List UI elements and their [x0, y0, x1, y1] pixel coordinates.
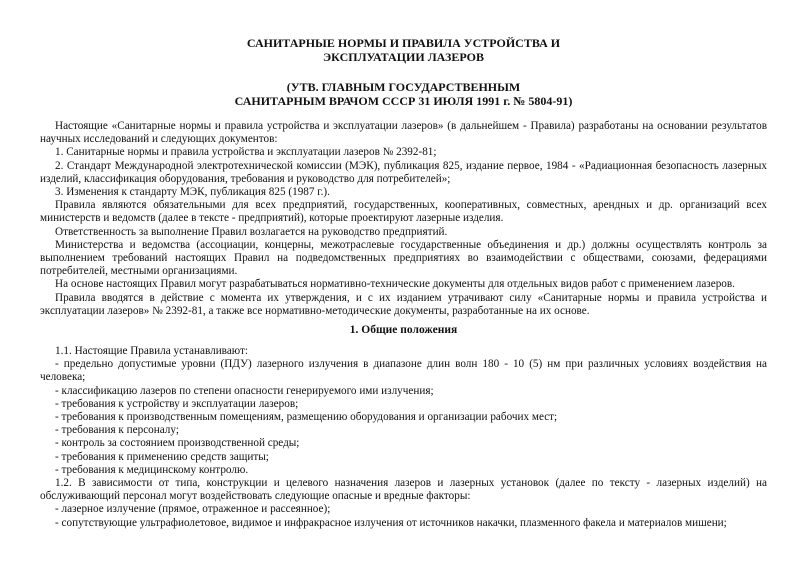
- intro-paragraph: 3. Изменения к стандарту МЭК, публикация 825 (1987 г.).: [55, 186, 330, 199]
- list-item: - требования к производственным помещениям, размещению оборудования и организации рабочих мест;: [55, 411, 558, 424]
- list-item: - контроль за состоянием производственной среды;: [55, 437, 300, 450]
- intro-paragraph: Настоящие «Санитарные нормы и правила устройства и эксплуатации лазеров» (в дальнейшем - Правила) разработаны на основании результатов научных исследований и следующих документов:: [40, 120, 767, 146]
- intro-paragraph: Правила являются обязательными для всех предприятий, государственных, кооперативных, совместных, арендных и др. организаций всех министерств и ведомств (далее в тексте - предприятий), которые проектируют лазерные изделия.: [40, 199, 767, 225]
- section-paragraph: 1.1. Настоящие Правила устанавливают:: [55, 345, 248, 358]
- intro-paragraph: Министерства и ведомства (ассоциации, концерны, межотраслевые государственные объединения и др.) должны осуществлять контроль за выполнением требований настоящих Правил на подведомственных предприятиях во взаимодействии с обществами, союзами, федерациями потребителей, местными организациями.: [40, 238, 767, 278]
- list-item: - требования к устройству и эксплуатации лазеров;: [55, 397, 299, 410]
- section-paragraph: 1.2. В зависимости от типа, конструкции и целевого назначения лазеров и лазерных установок (далее по тексту - лазерных изделий) на обслуживающий персонал могут воздействовать следующие опасные и вредные факторы:: [40, 477, 767, 503]
- approval-note: [40, 80, 767, 108]
- list-item: - лазерное излучение (прямое, отраженное и рассеянное);: [55, 503, 331, 516]
- list-item: - предельно допустимые уровни (ПДУ) лазерного излучения в диапазоне длин волн 180 - 10 (5) нм при различных условиях воздействия на человека;: [40, 358, 767, 384]
- intro-paragraph: Ответственность за выполнение Правил возлагается на руководство предприятий.: [55, 225, 448, 238]
- section-1-body: [40, 345, 767, 530]
- list-item: - сопутствующие ультрафиолетовое, видимое и инфракрасное излучения от источников накачки, плазменного факела и материалов мишени;: [55, 516, 727, 529]
- list-item: - требования к применению средств защиты;: [55, 450, 269, 463]
- document-title-line-2: ЭКСПЛУАТАЦИИ ЛАЗЕРОВ: [323, 50, 484, 64]
- intro-section: [40, 120, 767, 318]
- list-item: - требования к медицинскому контролю.: [55, 463, 249, 476]
- list-item: - требования к персоналу;: [55, 424, 179, 437]
- section-heading: 1. Общие положения: [349, 324, 458, 337]
- intro-paragraph: 1. Санитарные нормы и правила устройства и эксплуатации лазеров № 2392-81;: [55, 146, 437, 159]
- list-item: - классификацию лазеров по степени опасности генерируемого ими излучения;: [55, 384, 434, 397]
- approval-note-line-1: (УТВ. ГЛАВНЫМ ГОСУДАРСТВЕННЫМ: [286, 80, 521, 94]
- document-title-line-1: САНИТАРНЫЕ НОРМЫ И ПРАВИЛА УСТРОЙСТВА И: [246, 36, 561, 50]
- intro-paragraph: Правила вводятся в действие с момента их утверждения, и с их изданием утрачивают силу «Санитарные нормы и правила устройства и эксплуатации лазеров» № 2392-81, а также все нормативно-методические документы, разработанные на их основе.: [40, 291, 767, 317]
- approval-note-line-2: САНИТАРНЫМ ВРАЧОМ СССР 31 ИЮЛЯ 1991 г. № 5804-91): [234, 94, 573, 108]
- intro-paragraph: На основе настоящих Правил могут разрабатываться нормативно-технические документы для отдельных видов работ с применением лазеров.: [55, 278, 735, 291]
- document-title: [40, 36, 767, 64]
- intro-paragraph: 2. Стандарт Международной электротехнической комиссии (МЭК), публикация 825, издание первое, 1984 - «Радиационная безопасность лазерных изделий, классификация оборудования, требования и руководство для потребителей»;: [40, 159, 767, 185]
